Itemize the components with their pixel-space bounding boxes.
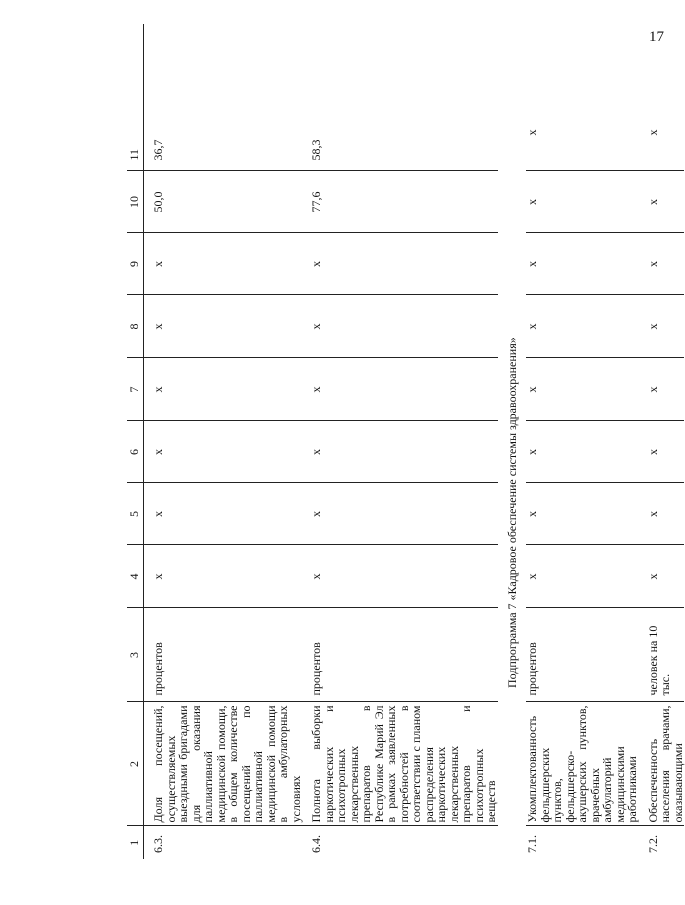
cell-value: х: [647, 295, 685, 358]
column-header: 3: [127, 608, 144, 702]
cell-value: 36,7: [152, 24, 302, 171]
row-number: 6.4.: [309, 835, 323, 853]
page-number: 17: [649, 29, 664, 45]
cell-value: х: [310, 358, 498, 421]
column-header: 7: [127, 358, 144, 421]
row-description: Обеспеченность населения врачами, оказывающими: [647, 702, 685, 826]
column-header: 8: [127, 295, 144, 358]
row-number: 7.1.: [525, 835, 539, 853]
row-unit: процентов: [526, 608, 639, 702]
row-number: 7.2.: [645, 835, 660, 853]
row-unit: процентов: [152, 608, 302, 702]
row-description: Доля посещений, осуществляемых выездными бригадами для оказания паллиативной медицинской помощи, в общем количестве посещений по паллиативной медицинской помощи в амбулаторных условиях: [152, 702, 302, 826]
table-row: [526, 24, 639, 859]
cell-value: 50,0: [152, 171, 302, 233]
row-number: 6.3.: [151, 835, 165, 853]
column-header: 1: [127, 826, 144, 859]
cell-value: х: [526, 545, 639, 608]
cell-value: х: [647, 483, 685, 545]
cell-value: х: [526, 358, 639, 421]
subprogram-heading-row: [498, 24, 527, 859]
column-header: 4: [127, 545, 144, 608]
table-row: [310, 24, 498, 859]
cell-value: х: [526, 24, 639, 171]
cell-value: х: [152, 483, 302, 545]
column-header: 5: [127, 483, 144, 545]
table-row: [152, 24, 302, 859]
row-description: Укомплектованность фельдшерских пунктов, фельдшерско-акушерских пунктов, врачебных амбулаторий медицинскими работниками: [526, 702, 639, 826]
cell-value: х: [526, 483, 639, 545]
table-header-row: [127, 24, 144, 859]
column-header: 10: [127, 171, 144, 233]
cell-value: х: [310, 233, 498, 295]
indicators-table: [127, 24, 684, 859]
cell-value: 58,3: [310, 24, 498, 171]
cell-value: х: [310, 483, 498, 545]
cell-value: х: [647, 358, 685, 421]
cell-value: х: [526, 171, 639, 233]
cell-value: х: [152, 545, 302, 608]
cell-value: х: [647, 233, 685, 295]
cell-value: х: [152, 358, 302, 421]
cell-value: х: [152, 233, 302, 295]
cell-value: х: [526, 233, 639, 295]
cell-value: х: [152, 295, 302, 358]
cell-value: х: [310, 295, 498, 358]
row-unit: человек на 10 тыс.: [647, 608, 685, 702]
cell-value: х: [310, 545, 498, 608]
subprogram-heading: Подпрограмма 7 «Кадровое обеспечение системы здравоохранения»: [504, 337, 519, 688]
column-header: 11: [127, 24, 144, 171]
cell-value: х: [152, 421, 302, 483]
cell-value: х: [647, 171, 685, 233]
column-header: 6: [127, 421, 144, 483]
cell-value: х: [526, 295, 639, 358]
cell-value: х: [647, 24, 685, 171]
row-description: Полнота выборки наркотических и психотропных лекарственных препаратов в Республике Марий Эл в рамках заявленных потребностей в соответствии с планом распределения наркотических лекарственных препаратов и психотропных веществ: [310, 702, 498, 826]
table-row: [647, 24, 685, 859]
cell-value: 77,6: [310, 171, 498, 233]
row-unit: процентов: [310, 608, 498, 702]
column-header: 2: [127, 702, 144, 826]
cell-value: х: [310, 421, 498, 483]
column-header: 9: [127, 233, 144, 295]
cell-value: х: [647, 421, 685, 483]
cell-value: х: [526, 421, 639, 483]
cell-value: х: [647, 545, 685, 608]
